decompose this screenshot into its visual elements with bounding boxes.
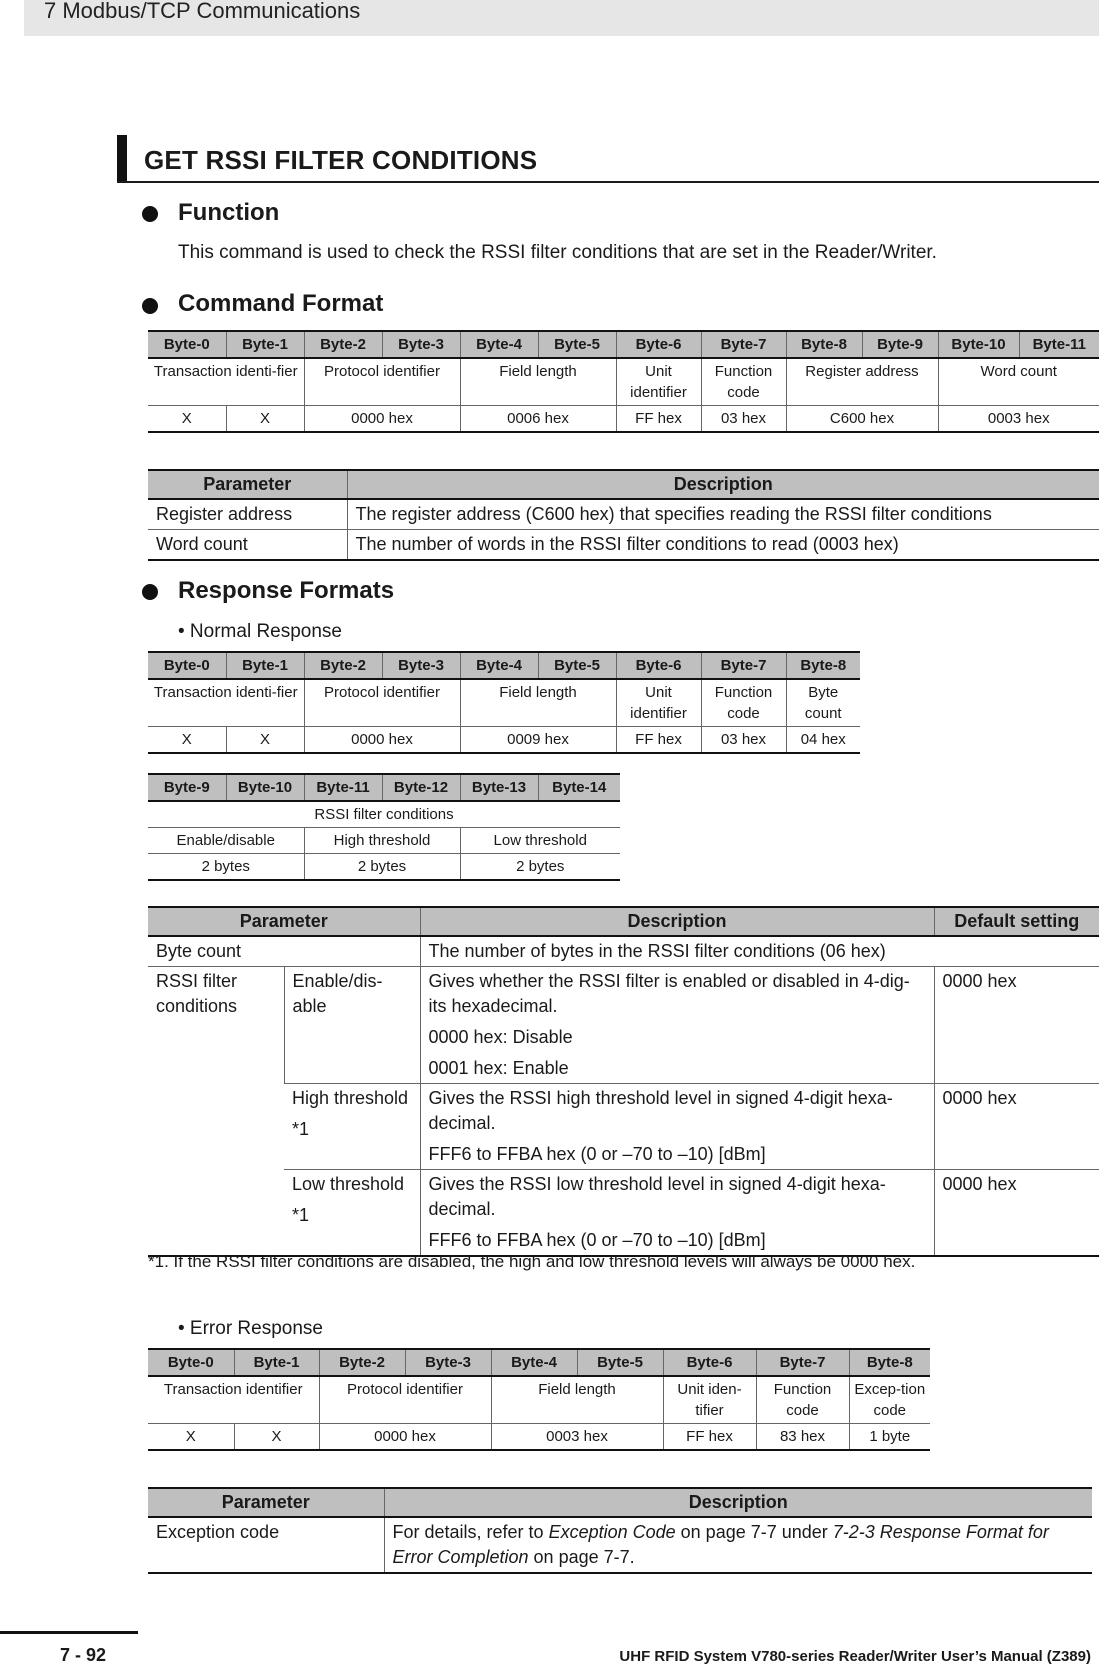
param-row [148, 499, 1099, 530]
byte-cell: Byte-0 [148, 652, 226, 679]
field-row [148, 1376, 930, 1424]
field-cell: Unit identifier [616, 358, 701, 406]
param-desc [420, 967, 934, 1084]
desc-line: Gives the RSSI low threshold level in signed 4-digit hexa-decimal. [428, 1174, 886, 1219]
param-name: Exception code [148, 1517, 384, 1573]
byte-cell: Byte-8 [786, 331, 862, 358]
byte-cell: Byte-2 [319, 1349, 405, 1376]
field-cell: Transaction identi-fier [148, 358, 304, 406]
value-cell: 03 hex [701, 727, 786, 754]
desc-line: Gives the RSSI high threshold level in signed 4-digit hexa-decimal. [428, 1088, 893, 1133]
bullet-icon [142, 298, 158, 314]
exception-code-link[interactable]: Exception Code [548, 1522, 676, 1542]
byte-cell: Byte-3 [382, 331, 460, 358]
command-param-table [148, 469, 1099, 561]
byte-cell: Byte-1 [226, 652, 304, 679]
byte-cell: Byte-12 [382, 774, 460, 801]
byte-cell: Byte-1 [234, 1349, 319, 1376]
error-param-table [148, 1487, 1092, 1574]
byte-cell: Byte-7 [756, 1349, 849, 1376]
param-row [148, 1084, 1099, 1170]
error-response-label: • Error Response [178, 1318, 323, 1339]
value-cell: 83 hex [756, 1424, 849, 1451]
value-row [148, 406, 1099, 433]
response-param-table [148, 906, 1099, 1257]
param-row [148, 530, 1099, 561]
byte-cell: Byte-9 [148, 774, 226, 801]
footnote: *1. If the RSSI filter conditions are disabled, the high and low threshold levels will always be 0000 hex. [148, 1252, 916, 1271]
param-desc [420, 1084, 934, 1170]
subname-text: Low threshold [292, 1174, 405, 1194]
manual-title: UHF RFID System V780-series Reader/Writer User’s Manual (Z389) [619, 1648, 1091, 1665]
value-cell: X [226, 406, 304, 433]
desc-text: on page 7-7 under [675, 1522, 833, 1542]
value-cell: 0000 hex [319, 1424, 491, 1451]
field-cell: Excep-tion code [849, 1376, 930, 1424]
byte-cell: Byte-0 [148, 331, 226, 358]
default-value: 0000 hex [934, 967, 1099, 1084]
field-cell: Byte count [786, 679, 860, 727]
param-name: Word count [148, 530, 347, 561]
value-cell: FF hex [616, 406, 701, 433]
default-value: 0000 hex [934, 1170, 1099, 1257]
byte-cell: Byte-4 [460, 331, 538, 358]
byte-cell: Byte-1 [226, 331, 304, 358]
field-row [148, 828, 620, 854]
field-cell: Enable/disable [148, 828, 304, 854]
field-cell: Register address [786, 358, 938, 406]
byte-cell: Byte-11 [1019, 331, 1099, 358]
field-cell: High threshold [304, 828, 460, 854]
function-heading: Function [178, 199, 280, 226]
param-desc [384, 1517, 1092, 1573]
chapter-header: 7 Modbus/TCP Communications [44, 0, 361, 23]
param-header: Parameter [148, 907, 420, 936]
byte-cell: Byte-10 [226, 774, 304, 801]
command-format-heading: Command Format [178, 290, 384, 317]
byte-cell: Byte-4 [460, 652, 538, 679]
function-text: This command is used to check the RSSI filter conditions that are set in the Reader/Writer. [178, 242, 937, 263]
byte-cell: Byte-2 [304, 331, 382, 358]
byte-cell: Byte-11 [304, 774, 382, 801]
field-cell: Transaction identi-fier [148, 679, 304, 727]
field-row [148, 679, 860, 727]
param-row [148, 936, 1099, 967]
value-cell: 0000 hex [304, 727, 460, 754]
field-cell: Protocol identifier [319, 1376, 491, 1424]
byte-cell: Byte-3 [382, 652, 460, 679]
subname-text: Enable/dis-able [292, 971, 383, 1016]
value-row [148, 727, 860, 754]
param-subname [284, 967, 420, 1084]
field-cell: Word count [938, 358, 1099, 406]
field-cell: Field length [460, 679, 616, 727]
byte-cell: Byte-4 [491, 1349, 577, 1376]
default-value: 0000 hex [934, 1084, 1099, 1170]
subname-text: High threshold [292, 1088, 409, 1108]
default-header: Default setting [934, 907, 1099, 936]
value-row [148, 1424, 930, 1451]
response-format-link[interactable]: 7-2-3 Response Format for Error Completion [392, 1522, 1049, 1567]
field-cell: Unit identifier [616, 679, 701, 727]
desc-line: Gives whether the RSSI filter is enabled or disabled in 4-dig-its hexadecimal. [428, 971, 910, 1016]
param-subname [284, 1170, 420, 1257]
normal-response-label: • Normal Response [178, 621, 342, 642]
title-bar-mark [117, 135, 127, 181]
value-cell: 03 hex [701, 406, 786, 433]
byte-cell: Byte-5 [538, 331, 616, 358]
value-cell: C600 hex [786, 406, 938, 433]
desc-line: 0001 hex: Enable [428, 1058, 569, 1078]
byte-cell: Byte-10 [938, 331, 1019, 358]
field-cell: Function code [756, 1376, 849, 1424]
description-header: Description [384, 1488, 1092, 1517]
field-cell: Function code [701, 679, 786, 727]
section-title [117, 135, 1099, 183]
field-cell: Protocol identifier [304, 358, 460, 406]
field-cell: Unit iden-tifier [663, 1376, 756, 1424]
value-cell: 1 byte [849, 1424, 930, 1451]
size-row [148, 854, 620, 881]
value-cell: X [148, 727, 226, 754]
footnote-ref: *1 [292, 1119, 310, 1139]
param-row [148, 1517, 1092, 1573]
param-row [148, 967, 1099, 1084]
field-cell: Field length [460, 358, 616, 406]
value-cell: X [226, 727, 304, 754]
byte-cell: Byte-8 [786, 652, 860, 679]
group-row [148, 801, 620, 828]
field-row [148, 358, 1099, 406]
byte-cell: Byte-13 [460, 774, 538, 801]
normal-response-table [148, 651, 860, 754]
value-cell: X [148, 1424, 234, 1451]
param-header-row [148, 1488, 1092, 1517]
value-cell: 0009 hex [460, 727, 616, 754]
value-cell: 0003 hex [491, 1424, 663, 1451]
byte-header-row [148, 1349, 930, 1376]
byte-cell: Byte-5 [538, 652, 616, 679]
value-cell: X [234, 1424, 319, 1451]
byte-cell: Byte-6 [616, 331, 701, 358]
description-header: Description [347, 470, 1099, 499]
desc-line: 0000 hex: Disable [428, 1027, 573, 1047]
size-cell: 2 bytes [304, 854, 460, 881]
value-cell: X [148, 406, 226, 433]
byte-cell: Byte-3 [405, 1349, 491, 1376]
byte-cell: Byte-14 [538, 774, 620, 801]
param-group-name: RSSI filter conditions [148, 967, 284, 1257]
byte-cell: Byte-0 [148, 1349, 234, 1376]
command-format-table [148, 330, 1099, 433]
byte-header-row [148, 774, 620, 801]
byte-cell: Byte-6 [616, 652, 701, 679]
footnote-ref: *1 [292, 1205, 310, 1225]
page-number: 7 - 92 [60, 1645, 107, 1665]
value-cell: 0003 hex [938, 406, 1099, 433]
field-cell: Transaction identifier [148, 1376, 319, 1424]
param-desc: The number of words in the RSSI filter conditions to read (0003 hex) [347, 530, 1099, 561]
rssi-conditions-byte-table [148, 773, 620, 881]
response-formats-heading: Response Formats [178, 577, 395, 604]
desc-line: FFF6 to FFBA hex (0 or –70 to –10) [dBm] [428, 1230, 766, 1250]
bullet-icon [142, 206, 158, 222]
byte-cell: Byte-8 [849, 1349, 930, 1376]
value-cell: 0000 hex [304, 406, 460, 433]
param-desc [420, 1170, 934, 1257]
bullet-icon [142, 584, 158, 600]
desc-text: on page 7-7. [528, 1547, 635, 1567]
param-header-row [148, 907, 1099, 936]
field-cell: Field length [491, 1376, 663, 1424]
param-name: Register address [148, 499, 347, 530]
param-subname [284, 1084, 420, 1170]
byte-header-row [148, 652, 860, 679]
byte-cell: Byte-9 [862, 331, 938, 358]
param-header-row [148, 470, 1099, 499]
footer-rule [0, 1631, 138, 1634]
value-cell: FF hex [616, 727, 701, 754]
byte-cell: Byte-6 [663, 1349, 756, 1376]
byte-cell: Byte-2 [304, 652, 382, 679]
field-cell: Low threshold [460, 828, 620, 854]
param-name: Byte count [148, 936, 420, 967]
value-cell: 0006 hex [460, 406, 616, 433]
size-cell: 2 bytes [460, 854, 620, 881]
value-cell: 04 hex [786, 727, 860, 754]
byte-cell: Byte-7 [701, 652, 786, 679]
field-cell: Function code [701, 358, 786, 406]
byte-header-row [148, 331, 1099, 358]
desc-line: FFF6 to FFBA hex (0 or –70 to –10) [dBm] [428, 1144, 766, 1164]
group-cell: RSSI filter conditions [148, 801, 620, 828]
value-cell: FF hex [663, 1424, 756, 1451]
byte-cell: Byte-5 [577, 1349, 663, 1376]
param-desc: The number of bytes in the RSSI filter conditions (06 hex) [420, 936, 1099, 967]
size-cell: 2 bytes [148, 854, 304, 881]
error-response-table [148, 1348, 930, 1451]
param-header: Parameter [148, 470, 347, 499]
param-desc: The register address (C600 hex) that specifies reading the RSSI filter conditions [347, 499, 1099, 530]
param-row [148, 1170, 1099, 1257]
param-header: Parameter [148, 1488, 384, 1517]
desc-text: For details, refer to [392, 1522, 549, 1542]
field-cell: Protocol identifier [304, 679, 460, 727]
section-title-text: GET RSSI FILTER CONDITIONS [144, 145, 538, 175]
byte-cell: Byte-7 [701, 331, 786, 358]
description-header: Description [420, 907, 934, 936]
